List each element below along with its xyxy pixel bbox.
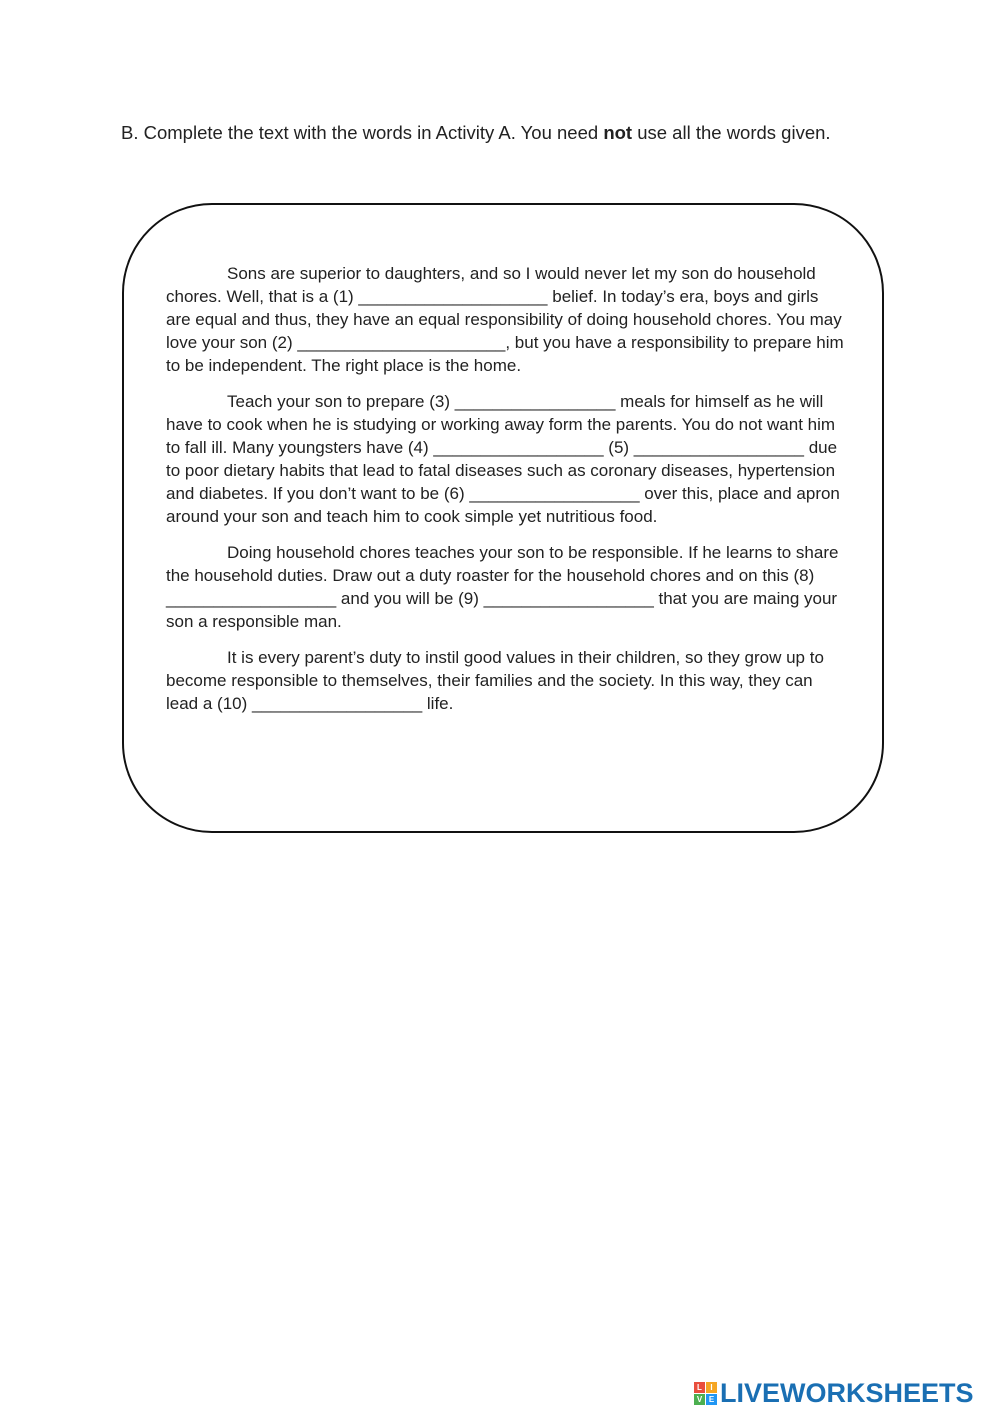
paragraph-3: Doing household chores teaches your son to be responsible. If he learns to share the household duties. Draw out a duty roaster for the household chores and on this (8) __________________ and you will be (9) __________________ that you are maing your son a responsible man. [166,543,839,631]
liveworksheets-logo-icon [694,1382,717,1405]
liveworksheets-logo-text: LIVEWORKSHEETS [720,1377,974,1408]
liveworksheets-logo [694,1374,974,1412]
paragraph-1: Sons are superior to daughters, and so I would never let my son do household chores. Well, that is a (1) ____________________ belief. In today’s era, boys and girls are equal and thus, they have an equal responsibility of doing household chores. You may love your son (2) ______________________, but you have a responsibility to prepare him to be independent. The right place is the home. [166,264,844,375]
logo-letter-v: V [694,1394,705,1405]
passage [166,262,846,728]
instructions [121,121,861,145]
logo-letter-e: E [706,1394,717,1405]
paragraph-2: Teach your son to prepare (3) _________________ meals for himself as he will have to cook when he is studying or working away form the parents. You do not want him to fall ill. Many youngsters have (4) __________________ (5) __________________ due to poor dietary habits that lead to fatal diseases such as coronary diseases, hypertension and diabetes. If you don’t want to be (6) __________________ over this, place and apron around your son and teach him to cook simple yet nutritious food. [166,392,840,526]
paragraph-4: It is every parent’s duty to instil good values in their children, so they grow up to become responsible to themselves, their families and the society. In this way, they can lead a (10) __________________ life. [166,648,824,713]
instructions-prefix: B. Complete the text with the words in Activity A. You need [121,122,604,143]
instructions-bold-word: not [603,122,633,143]
logo-letter-i: I [706,1382,717,1393]
logo-letter-l: L [694,1382,705,1393]
instructions-suffix: use all the words given. [632,122,831,143]
